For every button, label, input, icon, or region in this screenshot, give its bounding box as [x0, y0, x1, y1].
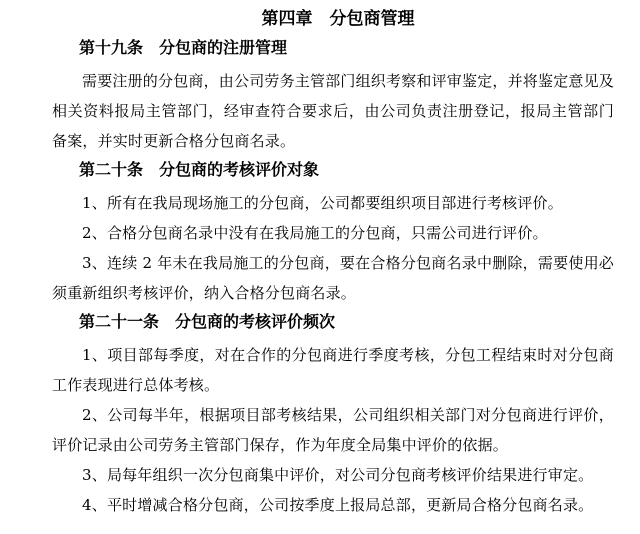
paragraph: 1、所有在我局现场施工的分包商，公司都要组织项目部进行考核评价。	[82, 194, 563, 212]
chapter-title: 第四章 分包商管理	[261, 9, 415, 29]
article-20	[52, 158, 614, 308]
article-21	[52, 310, 614, 520]
paragraph: 2、公司每半年，根据项目部考核结果，公司组织相关部门对分包商进行评价，评价记录由公司劳务主管部门保存，作为年度全局集中评价的依据。	[52, 406, 614, 454]
paragraph: 3、局每年组织一次分包商集中评价，对公司分包商考核评价结果进行审定。	[82, 466, 594, 484]
article-title: 第十九条 分包商的注册管理	[79, 38, 288, 57]
paragraph: 需要注册的分包商，由公司劳务主管部门组织考察和评审鉴定，并将鉴定意见及相关资料报局主管部门，经审查符合要求后，由公司负责注册登记，报局主管部门备案，并实时更新合格分包商名录。	[52, 72, 615, 150]
paragraph: 1、项目部每季度，对在合作的分包商进行季度考核，分包工程结束时对分包商工作表现进行总体考核。	[52, 346, 614, 394]
article-title: 第二十一条 分包商的考核评价频次	[79, 312, 336, 331]
article-title: 第二十条 分包商的考核评价对象	[79, 160, 320, 179]
article-19	[52, 36, 614, 156]
paragraph: 2、合格分包商名录中没有在我局施工的分包商，只需公司进行评价。	[82, 224, 548, 242]
paragraph: 3、连续 2 年未在我局施工的分包商，要在合格分包商名录中删除，需要使用必须重新组织考核评价，纳入合格分包商名录。	[52, 254, 614, 302]
paragraph: 4、平时增减合格分包商，公司按季度上报局总部，更新局合格分包商名录。	[82, 496, 594, 514]
